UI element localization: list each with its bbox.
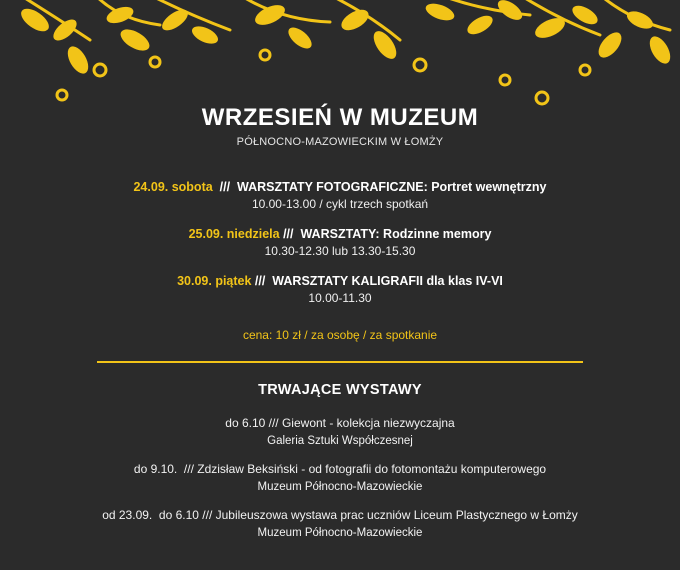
event-name: WARSZTATY KALIGRAFII dla klas IV-VI: [272, 274, 503, 288]
event-details: 10.00-11.30: [308, 291, 372, 305]
event-separator: ///: [212, 180, 237, 194]
exhibitions-title: TRWAJĄCE WYSTAWY: [258, 382, 422, 398]
event-details: 10.30-12.30 lub 13.30-15.30: [264, 244, 416, 258]
exhibition-line: do 6.10 /// Giewont - kolekcja niezwyczajna: [225, 416, 455, 430]
event-separator: ///: [279, 227, 301, 241]
exhibition-line: od 23.09. do 6.10 /// Jubileuszowa wystawa prac uczniów Liceum Plastycznego w Łomży: [102, 508, 578, 522]
price-info: cena: 10 zł / za osobę / za spotkanie: [242, 328, 438, 342]
exhibition-item: [0, 460, 680, 496]
event-date: 24.09. sobota: [133, 180, 213, 194]
event-name: WARSZTATY: Rodzinne memory: [300, 227, 492, 241]
exhibition-venue: Galeria Sztuki Współczesnej: [267, 435, 413, 447]
event-headline: [0, 272, 680, 290]
exhibition-venue: Muzeum Północno-Mazowieckie: [257, 527, 423, 539]
exhibition-item: [0, 414, 680, 450]
event-date: 30.09. piątek: [177, 274, 252, 288]
events-list: [0, 178, 680, 319]
page-subtitle: PÓŁNOCNO-MAZOWIECKIM W ŁOMŻY: [236, 136, 444, 148]
event-date: 25.09. niedziela: [188, 227, 280, 241]
exhibition-venue: Muzeum Północno-Mazowieckie: [257, 481, 423, 493]
event-separator: ///: [251, 274, 273, 288]
event-name: WARSZTATY FOTOGRAFICZNE: Portret wewnętrzny: [237, 180, 547, 194]
event-item: [0, 178, 680, 213]
event-details: 10.00-13.00 / cykl trzech spotkań: [251, 197, 429, 211]
section-divider: [97, 361, 583, 363]
event-headline: [0, 178, 680, 196]
exhibitions-list: [0, 414, 680, 552]
exhibition-item: [0, 506, 680, 542]
event-headline: [0, 225, 680, 243]
page-title: WRZESIEŃ W MUZEUM: [201, 104, 479, 131]
event-item: [0, 272, 680, 307]
event-item: [0, 225, 680, 260]
exhibition-line: do 9.10. /// Zdzisław Beksiński - od fotografii do fotomontażu komputerowego: [133, 462, 547, 476]
